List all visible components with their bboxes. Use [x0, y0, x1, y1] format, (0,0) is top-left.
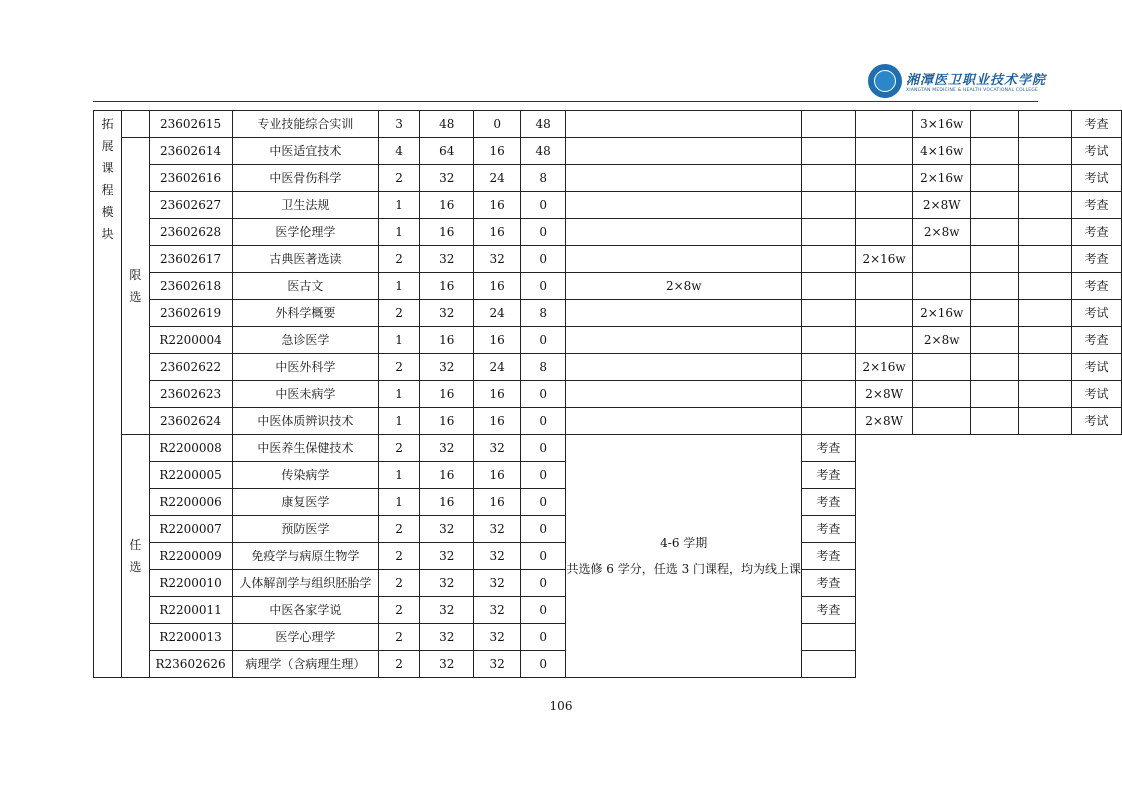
semester-6-cell: [1019, 327, 1072, 354]
practice-hours-cell: 0: [520, 489, 566, 516]
course-code: 23602627: [149, 192, 232, 219]
assessment-cell: 考试: [1072, 300, 1122, 327]
group-label-char: 程: [101, 183, 114, 197]
semester-6-cell: [1019, 300, 1072, 327]
semester-4-cell: [913, 408, 971, 435]
semester-5-cell: [971, 381, 1019, 408]
credit-cell: 2: [379, 516, 420, 543]
assessment-cell: 考查: [1072, 246, 1122, 273]
assessment-cell: 考试: [1072, 354, 1122, 381]
college-seal-icon: [868, 64, 902, 98]
elective-note: [566, 435, 802, 678]
semester-1-cell: [566, 219, 802, 246]
semester-5-cell: [971, 192, 1019, 219]
assessment-cell: 考查: [1072, 327, 1122, 354]
group-label-char: 选: [129, 290, 142, 304]
practice-hours-cell: 0: [520, 246, 566, 273]
practice-hours-cell: 0: [520, 516, 566, 543]
credit-cell: 2: [379, 246, 420, 273]
assessment-cell: 考查: [802, 462, 856, 489]
elective-note-rule: 共选修 6 学分，任选 3 门课程，均为线上课: [566, 562, 802, 576]
course-name: 急诊医学: [232, 327, 379, 354]
practice-hours-cell: 8: [520, 354, 566, 381]
credit-cell: 1: [379, 327, 420, 354]
empty-category-cell: [122, 111, 149, 138]
course-code: R2200008: [149, 435, 232, 462]
credit-cell: 3: [379, 111, 420, 138]
semester-6-cell: [1019, 165, 1072, 192]
total-hours-cell: 16: [420, 219, 474, 246]
course-name: 外科学概要: [232, 300, 379, 327]
table-row: [94, 300, 1122, 327]
semester-2-cell: [802, 165, 856, 192]
theory-hours-cell: 16: [474, 408, 520, 435]
semester-3-cell: [855, 300, 913, 327]
semester-2-cell: [802, 246, 856, 273]
total-hours-cell: 32: [420, 597, 474, 624]
total-hours-cell: 64: [420, 138, 474, 165]
semester-4-cell: 2×16w: [913, 300, 971, 327]
course-code: 23602624: [149, 408, 232, 435]
assessment-cell: [802, 651, 856, 678]
semester-4-cell: [913, 273, 971, 300]
assessment-cell: 考查: [802, 597, 856, 624]
semester-2-cell: [802, 111, 856, 138]
course-name: 中医未病学: [232, 381, 379, 408]
assessment-cell: 考查: [802, 489, 856, 516]
semester-2-cell: [802, 381, 856, 408]
table-row: [94, 354, 1122, 381]
assessment-cell: 考查: [802, 435, 856, 462]
course-code: R2200007: [149, 516, 232, 543]
assessment-cell: 考查: [802, 570, 856, 597]
theory-hours-cell: 16: [474, 219, 520, 246]
theory-hours-cell: 24: [474, 165, 520, 192]
table-row: [94, 435, 1122, 462]
course-code: 23602618: [149, 273, 232, 300]
semester-4-cell: 2×8W: [913, 192, 971, 219]
total-hours-cell: 32: [420, 624, 474, 651]
course-name: 中医养生保健技术: [232, 435, 379, 462]
assessment-cell: [802, 624, 856, 651]
semester-2-cell: [802, 354, 856, 381]
table-row: [94, 192, 1122, 219]
course-name: 古典医著选读: [232, 246, 379, 273]
course-code: R2200010: [149, 570, 232, 597]
semester-3-cell: [855, 219, 913, 246]
semester-1-cell: [566, 408, 802, 435]
total-hours-cell: 16: [420, 381, 474, 408]
course-name: 免疫学与病原生物学: [232, 543, 379, 570]
semester-2-cell: [802, 192, 856, 219]
practice-hours-cell: 8: [520, 165, 566, 192]
total-hours-cell: 32: [420, 435, 474, 462]
assessment-cell: 考试: [1072, 165, 1122, 192]
course-name: 预防医学: [232, 516, 379, 543]
course-code: R2200005: [149, 462, 232, 489]
theory-hours-cell: 32: [474, 435, 520, 462]
semester-4-cell: 2×8w: [913, 219, 971, 246]
practice-hours-cell: 0: [520, 408, 566, 435]
course-name: 卫生法规: [232, 192, 379, 219]
course-code: 23602622: [149, 354, 232, 381]
semester-5-cell: [971, 165, 1019, 192]
semester-4-cell: [913, 354, 971, 381]
theory-hours-cell: 16: [474, 462, 520, 489]
course-code: 23602615: [149, 111, 232, 138]
semester-3-cell: 2×16w: [855, 354, 913, 381]
semester-5-cell: [971, 300, 1019, 327]
credit-cell: 2: [379, 435, 420, 462]
practice-hours-cell: 8: [520, 300, 566, 327]
credit-cell: 2: [379, 354, 420, 381]
group-label-char: 任: [129, 538, 142, 552]
practice-hours-cell: 0: [520, 597, 566, 624]
course-code: R2200004: [149, 327, 232, 354]
table-row: [94, 138, 1122, 165]
college-name-en: XIANGTAN MEDICINE & HEALTH VOCATIONAL COLLEGE: [906, 88, 1039, 93]
course-name: 人体解剖学与组织胚胎学: [232, 570, 379, 597]
semester-4-cell: [913, 381, 971, 408]
assessment-cell: 考试: [1072, 408, 1122, 435]
semester-4-cell: 2×16w: [913, 165, 971, 192]
practice-hours-cell: 48: [520, 138, 566, 165]
theory-hours-cell: 24: [474, 300, 520, 327]
assessment-cell: 考查: [802, 516, 856, 543]
credit-cell: 2: [379, 624, 420, 651]
theory-hours-cell: 32: [474, 624, 520, 651]
practice-hours-cell: 0: [520, 192, 566, 219]
assessment-cell: 考试: [1072, 381, 1122, 408]
assessment-cell: 考试: [1072, 138, 1122, 165]
course-code: 23602619: [149, 300, 232, 327]
semester-1-cell: [566, 138, 802, 165]
semester-5-cell: [971, 111, 1019, 138]
assessment-cell: 考查: [1072, 219, 1122, 246]
elective-note-semesters: 4-6 学期: [660, 536, 708, 550]
module-group-label: [94, 111, 122, 678]
course-code: R2200009: [149, 543, 232, 570]
total-hours-cell: 16: [420, 192, 474, 219]
theory-hours-cell: 32: [474, 246, 520, 273]
total-hours-cell: 32: [420, 246, 474, 273]
table-row: [94, 111, 1122, 138]
practice-hours-cell: 0: [520, 435, 566, 462]
semester-6-cell: [1019, 408, 1072, 435]
theory-hours-cell: 32: [474, 597, 520, 624]
semester-6-cell: [1019, 219, 1072, 246]
semester-6-cell: [1019, 246, 1072, 273]
practice-hours-cell: 0: [520, 543, 566, 570]
group-label-char: 限: [129, 268, 142, 282]
semester-1-cell: [566, 327, 802, 354]
semester-5-cell: [971, 246, 1019, 273]
semester-3-cell: 2×16w: [855, 246, 913, 273]
total-hours-cell: 16: [420, 273, 474, 300]
semester-3-cell: [855, 327, 913, 354]
semester-1-cell: [566, 381, 802, 408]
practice-hours-cell: 0: [520, 219, 566, 246]
theory-hours-cell: 32: [474, 543, 520, 570]
course-name: 中医外科学: [232, 354, 379, 381]
semester-1-cell: [566, 165, 802, 192]
credit-cell: 2: [379, 651, 420, 678]
assessment-cell: 考查: [1072, 273, 1122, 300]
assessment-cell: 考查: [802, 543, 856, 570]
course-name: 医学伦理学: [232, 219, 379, 246]
total-hours-cell: 48: [420, 111, 474, 138]
header-rule: [93, 101, 1038, 102]
course-table: [93, 110, 1122, 678]
semester-3-cell: 2×8W: [855, 408, 913, 435]
page-number: 106: [549, 699, 573, 713]
group-label-char: 模: [101, 205, 114, 219]
semester-4-cell: [913, 246, 971, 273]
semester-2-cell: [802, 408, 856, 435]
semester-4-cell: 2×8w: [913, 327, 971, 354]
semester-6-cell: [1019, 354, 1072, 381]
theory-hours-cell: 0: [474, 111, 520, 138]
theory-hours-cell: 16: [474, 192, 520, 219]
semester-5-cell: [971, 138, 1019, 165]
course-name: 专业技能综合实训: [232, 111, 379, 138]
semester-3-cell: [855, 138, 913, 165]
credit-cell: 1: [379, 489, 420, 516]
theory-hours-cell: 16: [474, 138, 520, 165]
practice-hours-cell: 0: [520, 273, 566, 300]
total-hours-cell: 32: [420, 570, 474, 597]
total-hours-cell: 32: [420, 543, 474, 570]
table-row: [94, 273, 1122, 300]
practice-hours-cell: 0: [520, 651, 566, 678]
semester-2-cell: [802, 300, 856, 327]
course-code: 23602628: [149, 219, 232, 246]
college-logo: [868, 64, 1046, 98]
course-name: 康复医学: [232, 489, 379, 516]
semester-1-cell: [566, 300, 802, 327]
practice-hours-cell: 0: [520, 570, 566, 597]
semester-1-cell: [566, 192, 802, 219]
credit-cell: 2: [379, 165, 420, 192]
group-label-char: 展: [101, 139, 114, 153]
practice-hours-cell: 0: [520, 327, 566, 354]
semester-1-cell: [566, 111, 802, 138]
semester-5-cell: [971, 408, 1019, 435]
course-code: R23602626: [149, 651, 232, 678]
semester-6-cell: [1019, 273, 1072, 300]
total-hours-cell: 32: [420, 651, 474, 678]
table-row: [94, 246, 1122, 273]
course-name: 中医各家学说: [232, 597, 379, 624]
credit-cell: 4: [379, 138, 420, 165]
course-name: 中医骨伤科学: [232, 165, 379, 192]
course-name: 中医适宜技术: [232, 138, 379, 165]
total-hours-cell: 16: [420, 408, 474, 435]
limited-group-label: [122, 138, 149, 435]
course-code: 23602616: [149, 165, 232, 192]
theory-hours-cell: 16: [474, 381, 520, 408]
course-code: 23602614: [149, 138, 232, 165]
theory-hours-cell: 16: [474, 489, 520, 516]
semester-2-cell: [802, 273, 856, 300]
semester-1-cell: [566, 246, 802, 273]
credit-cell: 2: [379, 597, 420, 624]
total-hours-cell: 16: [420, 489, 474, 516]
table-row: [94, 165, 1122, 192]
theory-hours-cell: 16: [474, 327, 520, 354]
course-code: R2200006: [149, 489, 232, 516]
table-row: [94, 408, 1122, 435]
total-hours-cell: 16: [420, 462, 474, 489]
credit-cell: 2: [379, 300, 420, 327]
credit-cell: 2: [379, 570, 420, 597]
semester-3-cell: [855, 273, 913, 300]
semester-3-cell: [855, 165, 913, 192]
theory-hours-cell: 16: [474, 273, 520, 300]
course-code: R2200013: [149, 624, 232, 651]
semester-4-cell: 3×16w: [913, 111, 971, 138]
course-name: 医学心理学: [232, 624, 379, 651]
semester-1-cell: 2×8w: [566, 273, 802, 300]
semester-2-cell: [802, 138, 856, 165]
semester-6-cell: [1019, 192, 1072, 219]
semester-6-cell: [1019, 138, 1072, 165]
group-label-char: 块: [101, 227, 114, 241]
total-hours-cell: 32: [420, 165, 474, 192]
credit-cell: 1: [379, 219, 420, 246]
elective-group-label: [122, 435, 149, 678]
semester-6-cell: [1019, 381, 1072, 408]
theory-hours-cell: 32: [474, 516, 520, 543]
semester-2-cell: [802, 219, 856, 246]
course-name: 病理学（含病理生理）: [232, 651, 379, 678]
assessment-cell: 考查: [1072, 111, 1122, 138]
total-hours-cell: 32: [420, 300, 474, 327]
group-label-char: 选: [129, 560, 142, 574]
table-row: [94, 327, 1122, 354]
practice-hours-cell: 0: [520, 381, 566, 408]
table-row: [94, 219, 1122, 246]
theory-hours-cell: 32: [474, 570, 520, 597]
credit-cell: 1: [379, 462, 420, 489]
semester-2-cell: [802, 327, 856, 354]
total-hours-cell: 32: [420, 354, 474, 381]
credit-cell: 1: [379, 273, 420, 300]
credit-cell: 1: [379, 192, 420, 219]
semester-5-cell: [971, 273, 1019, 300]
table-row: [94, 381, 1122, 408]
semester-3-cell: [855, 192, 913, 219]
assessment-cell: 考查: [1072, 192, 1122, 219]
practice-hours-cell: 0: [520, 624, 566, 651]
course-code: R2200011: [149, 597, 232, 624]
theory-hours-cell: 24: [474, 354, 520, 381]
practice-hours-cell: 0: [520, 462, 566, 489]
semester-4-cell: 4×16w: [913, 138, 971, 165]
theory-hours-cell: 32: [474, 651, 520, 678]
credit-cell: 1: [379, 381, 420, 408]
semester-3-cell: 2×8W: [855, 381, 913, 408]
semester-5-cell: [971, 219, 1019, 246]
college-name-cn: 湘潭医卫职业技术学院: [906, 73, 1047, 88]
semester-1-cell: [566, 354, 802, 381]
course-code: 23602623: [149, 381, 232, 408]
semester-5-cell: [971, 354, 1019, 381]
total-hours-cell: 16: [420, 327, 474, 354]
credit-cell: 2: [379, 543, 420, 570]
semester-3-cell: [855, 111, 913, 138]
semester-5-cell: [971, 327, 1019, 354]
credit-cell: 1: [379, 408, 420, 435]
total-hours-cell: 32: [420, 516, 474, 543]
group-label-char: 拓: [101, 117, 114, 131]
course-code: 23602617: [149, 246, 232, 273]
group-label-char: 课: [101, 161, 114, 175]
course-name: 医古文: [232, 273, 379, 300]
practice-hours-cell: 48: [520, 111, 566, 138]
course-name: 传染病学: [232, 462, 379, 489]
semester-6-cell: [1019, 111, 1072, 138]
course-name: 中医体质辨识技术: [232, 408, 379, 435]
